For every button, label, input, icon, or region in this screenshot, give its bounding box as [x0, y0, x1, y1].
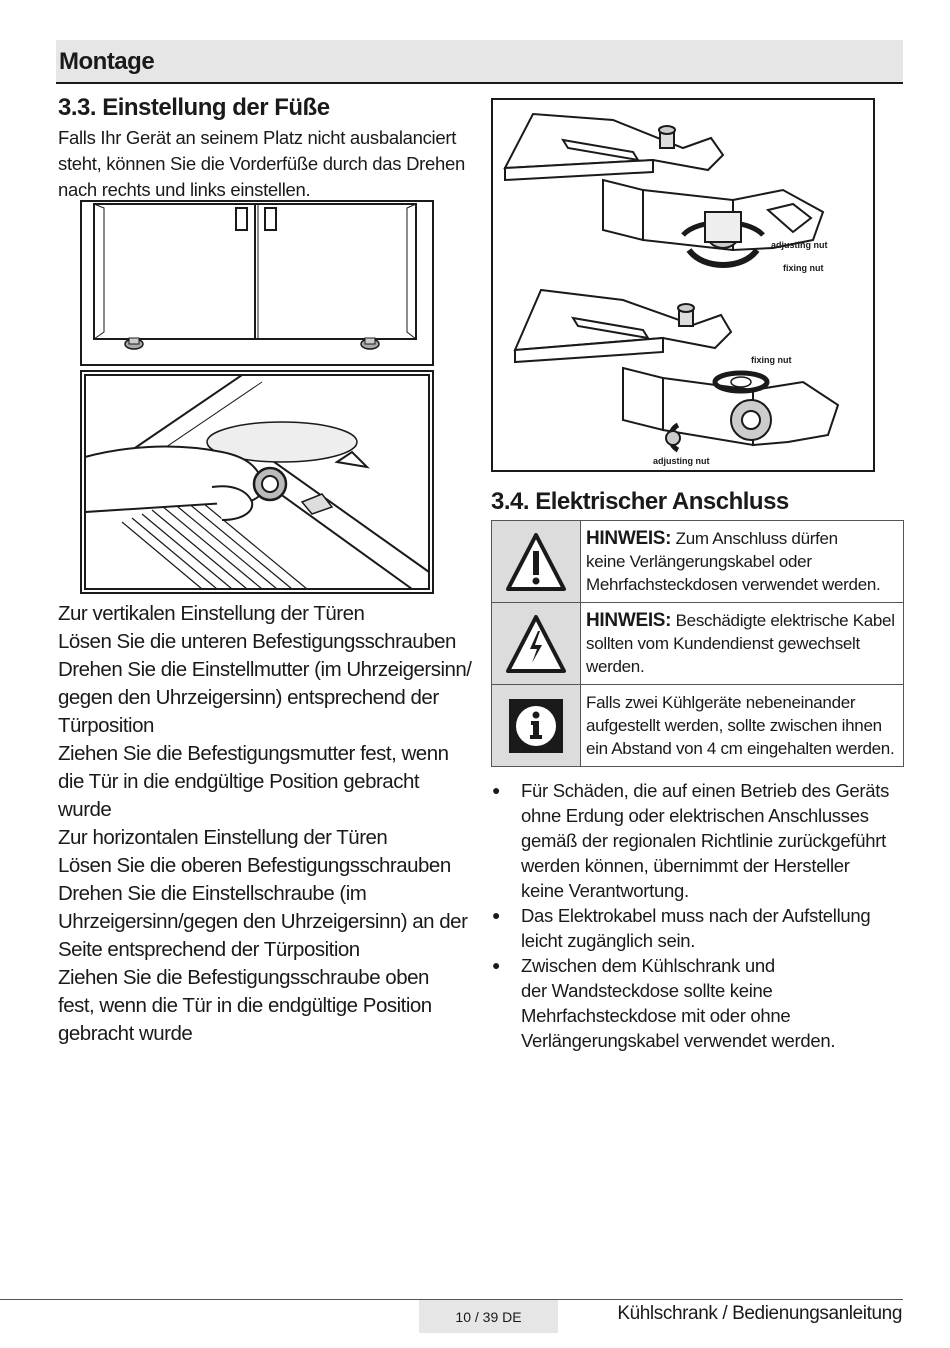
instruction-line: Drehen Sie die Einstellschraube (im — [58, 882, 367, 905]
hinge-drawing — [493, 100, 873, 470]
notice-table — [491, 520, 904, 767]
intro-line: Falls Ihr Gerät an seinem Platz nicht ausbalanciert — [58, 127, 457, 148]
instruction-line: Seite entsprechend der Türposition — [58, 938, 360, 961]
heading-feet-adjustment: 3.3. Einstellung der Füße — [58, 94, 330, 121]
section-header-bar — [56, 40, 903, 84]
notice-text — [581, 521, 886, 602]
footer-title: Kühlschrank / Bedienungsanleitung — [617, 1303, 902, 1324]
heading-electrical-connection: 3.4. Elektrischer Anschluss — [491, 488, 789, 515]
notice-line: werden. — [586, 657, 645, 676]
instruction-line: Zur vertikalen Einstellung der Türen — [58, 602, 365, 625]
intro-line: nach rechts und links einstellen. — [58, 179, 311, 200]
label-fixing-nut-bottom: fixing nut — [751, 355, 792, 365]
electric-hazard-icon — [492, 603, 581, 684]
notice-row — [492, 603, 903, 685]
page-number: 10 / 39 DE — [419, 1300, 558, 1333]
notice-line: keine Verlängerungskabel oder — [586, 552, 812, 571]
instruction-line: Ziehen Sie die Befestigungsschraube oben — [58, 966, 429, 989]
section-header-title: Montage — [59, 48, 155, 75]
notice-line: Mehrfachsteckdosen verwendet werden. — [586, 575, 881, 594]
instruction-line: Uhrzeigersinn/gegen den Uhrzeigersinn) an der — [58, 910, 468, 933]
instruction-line: wurde — [58, 798, 112, 821]
bullet-line: gemäß der regionalen Richtlinie zurückgeführt — [521, 830, 886, 851]
label-adjusting-nut-bottom: adjusting nut — [653, 456, 710, 466]
notice-label: HINWEIS: — [586, 610, 672, 631]
bullet-item — [492, 953, 904, 1053]
instruction-line: Drehen Sie die Einstellmutter (im Uhrzeigersinn/ — [58, 658, 472, 681]
notice-text — [581, 603, 901, 684]
electric-bullet-list — [492, 778, 904, 1053]
bullet-line: Für Schäden, die auf einen Betrieb des Geräts — [521, 780, 890, 801]
instruction-line: fest, wenn die Tür in die endgültige Position — [58, 994, 432, 1017]
instruction-line: Lösen Sie die unteren Befestigungsschrauben — [58, 630, 456, 653]
bullet-line: werden können, übernimmt der Hersteller — [521, 855, 850, 876]
notice-line: aufgestellt werden, sollte zwischen ihnen — [586, 716, 882, 735]
instruction-line: Zur horizontalen Einstellung der Türen — [58, 826, 388, 849]
bullet-item — [492, 778, 904, 903]
intro-text — [58, 125, 478, 203]
bullet-line: leicht zugänglich sein. — [521, 930, 696, 951]
warning-triangle-icon — [492, 521, 581, 602]
label-adjusting-nut-top: adjusting nut — [771, 240, 828, 250]
notice-text — [581, 685, 900, 766]
foot-adjustment-figure — [80, 370, 434, 594]
bullet-line: Mehrfachsteckdose mit oder ohne — [521, 1005, 791, 1026]
notice-line: Zum Anschluss dürfen — [671, 529, 838, 548]
instruction-line: Türposition — [58, 714, 154, 737]
bullet-line: Zwischen dem Kühlschrank und — [521, 955, 775, 976]
bullet-line: keine Verantwortung. — [521, 880, 689, 901]
fridge-front-drawing — [82, 202, 432, 364]
adjustment-instructions — [58, 600, 478, 1048]
intro-line: steht, können Sie die Vorderfüße durch das Drehen — [58, 153, 465, 174]
instruction-line: gegen den Uhrzeigersinn) entsprechend der — [58, 686, 439, 709]
notice-row — [492, 685, 903, 766]
notice-line: sollten vom Kundendienst gewechselt — [586, 634, 860, 653]
fridge-front-figure — [80, 200, 434, 366]
notice-line: Falls zwei Kühlgeräte nebeneinander — [586, 693, 856, 712]
label-fixing-nut-top: fixing nut — [783, 263, 824, 273]
instruction-line: die Tür in die endgültige Position gebracht — [58, 770, 420, 793]
instruction-line: Ziehen Sie die Befestigungsmutter fest, wenn — [58, 742, 449, 765]
instruction-line: gebracht wurde — [58, 1022, 193, 1045]
notice-line: Beschädigte elektrische Kabel — [671, 611, 895, 630]
notice-row — [492, 521, 903, 603]
notice-label: HINWEIS: — [586, 528, 672, 549]
foot-adjustment-drawing — [82, 372, 432, 592]
instruction-line: Lösen Sie die oberen Befestigungsschrauben — [58, 854, 451, 877]
bullet-item — [492, 903, 904, 953]
hinge-figure — [491, 98, 875, 472]
bullet-line: der Wandsteckdose sollte keine — [521, 980, 773, 1001]
bullet-line: Verlängerungskabel verwendet werden. — [521, 1030, 836, 1051]
info-icon — [492, 685, 581, 766]
bullet-line: ohne Erdung oder elektrischen Anschlusses — [521, 805, 869, 826]
notice-line: ein Abstand von 4 cm eingehalten werden. — [586, 739, 895, 758]
bullet-line: Das Elektrokabel muss nach der Aufstellung — [521, 905, 871, 926]
